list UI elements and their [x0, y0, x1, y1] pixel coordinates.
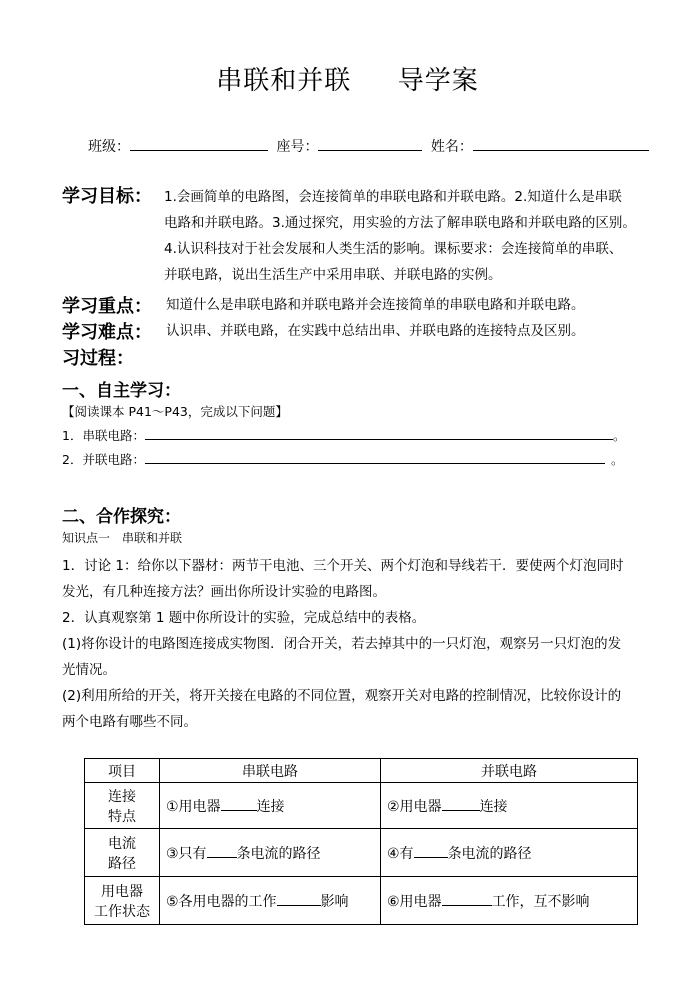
seat-field[interactable]: [318, 136, 422, 151]
goals-line: 1.会画简单的电路图，会连接简单的串联电路和并联电路。2.知道什么是串联: [164, 189, 622, 205]
coop-p1-line2: 发光，有几种连接方法？画出你所设计实验的电路图。: [62, 584, 386, 600]
cell-text: 条电流的路径: [236, 845, 321, 862]
header-item: 项目: [85, 759, 160, 783]
fill-blank[interactable]: [414, 844, 448, 858]
fill-blank[interactable]: [221, 797, 257, 811]
difficult-point-text: 认识串、并联电路，在实践中总结出串、并联电路的连接特点及区别。: [166, 323, 585, 339]
goals-text: [164, 184, 654, 288]
key-point-text: 知道什么是串联电路和并联电路并会连接简单的串联电路和并联电路。: [166, 297, 585, 313]
goals-line: 电路和并联电路。3.通过探究，用实验的方法了解串联电路和并联电路的区别。: [164, 215, 636, 231]
cell-text: ⑥用电器: [387, 893, 442, 910]
row-header: [85, 877, 160, 925]
self-study-heading: 一、自主学习：: [62, 381, 181, 401]
row-header-line: 特点: [108, 808, 136, 825]
question-2: [62, 449, 623, 468]
self-study-instruction: 【阅读课本 P41～P43，完成以下问题】: [62, 404, 288, 419]
header-parallel: 并联电路: [381, 759, 638, 783]
comparison-table: [84, 758, 638, 925]
question-1-label: 1．串联电路：: [62, 428, 145, 443]
cell-text: 连接: [256, 798, 285, 815]
knowledge-point-1: 知识点一 串联和并联: [62, 531, 183, 545]
table-header-row: [85, 759, 638, 783]
series-cell: [160, 783, 381, 829]
coop-p1-line1: 1．讨论 1：给你以下器材：两节干电池、三个开关、两个灯泡和导线若干．要使两个灯泡同时: [62, 558, 624, 574]
row-header-line: 电流: [108, 835, 136, 852]
cell-text: ③只有: [166, 845, 207, 862]
cell-text: 影响: [320, 893, 349, 910]
question-2-label: 2．并联电路：: [62, 452, 145, 467]
goals-label: 学习目标：: [62, 186, 152, 207]
coop-p4-line1: (2)利用所给的开关，将开关接在电路的不同位置，观察开关对电路的控制情况，比较你设计的: [62, 688, 622, 704]
cell-text: 条电流的路径: [447, 845, 532, 862]
question-1: [62, 425, 625, 444]
coop-heading: 二、合作探究：: [62, 507, 181, 527]
name-label: 姓名：: [430, 139, 473, 155]
parallel-cell: [381, 829, 638, 877]
seat-label: 座号：: [276, 139, 319, 155]
page-title: [0, 60, 695, 97]
parallel-cell: [381, 783, 638, 829]
key-point-label: 学习重点：: [62, 296, 152, 317]
coop-p3-line2: 光情况。: [62, 662, 116, 678]
title-sub: 导学案: [397, 66, 479, 96]
row-header-line: 用电器: [101, 883, 143, 900]
coop-content: [62, 553, 662, 735]
series-cell: [160, 877, 381, 925]
difficult-point-label: 学习难点：: [62, 322, 152, 343]
question-1-answer-line[interactable]: [145, 425, 613, 440]
row-header: [85, 783, 160, 829]
fill-blank[interactable]: [207, 844, 237, 858]
title-main: 串联和并联: [216, 66, 352, 96]
process-label: 习过程：: [62, 348, 134, 369]
row-header-line: 路径: [108, 855, 136, 872]
cell-text: 连接: [479, 798, 508, 815]
cell-text: 工作，互不影响: [491, 893, 590, 910]
class-field[interactable]: [130, 136, 268, 151]
cell-text: ②用电器: [387, 798, 442, 815]
coop-p4-line2: 两个电路有哪些不同。: [62, 714, 197, 730]
table-row: [85, 783, 638, 829]
table-row: [85, 829, 638, 877]
student-info-row: [88, 136, 648, 156]
cell-text: ④有: [387, 845, 414, 862]
row-header: [85, 829, 160, 877]
goals-line: 并联电路，说出生活生产中采用串联、并联电路的实例。: [164, 267, 502, 283]
goals-line: 4.认识科技对于社会发展和人类生活的影响。课标要求：会连接简单的串联、: [164, 241, 623, 257]
coop-p2: 2．认真观察第 1 题中你所设计的实验，完成总结中的表格。: [62, 610, 426, 626]
question-2-answer-line[interactable]: [145, 449, 605, 464]
header-series: 串联电路: [160, 759, 381, 783]
row-header-line: 工作状态: [94, 903, 150, 920]
name-field[interactable]: [473, 136, 649, 151]
series-cell: [160, 829, 381, 877]
parallel-cell: [381, 877, 638, 925]
question-1-end: 。: [612, 428, 626, 443]
row-header-line: 连接: [108, 788, 136, 805]
coop-p3-line1: (1)将你设计的电路图连接成实物图．闭合开关，若去掉其中的一只灯泡，观察另一只灯泡的发: [62, 636, 622, 652]
question-2-end: 。: [610, 452, 624, 467]
fill-blank[interactable]: [277, 892, 321, 906]
fill-blank[interactable]: [442, 797, 480, 811]
class-label: 班级：: [88, 139, 130, 155]
cell-text: ①用电器: [166, 798, 221, 815]
cell-text: ⑤各用电器的工作: [166, 893, 277, 910]
table-row: [85, 877, 638, 925]
fill-blank[interactable]: [442, 892, 492, 906]
